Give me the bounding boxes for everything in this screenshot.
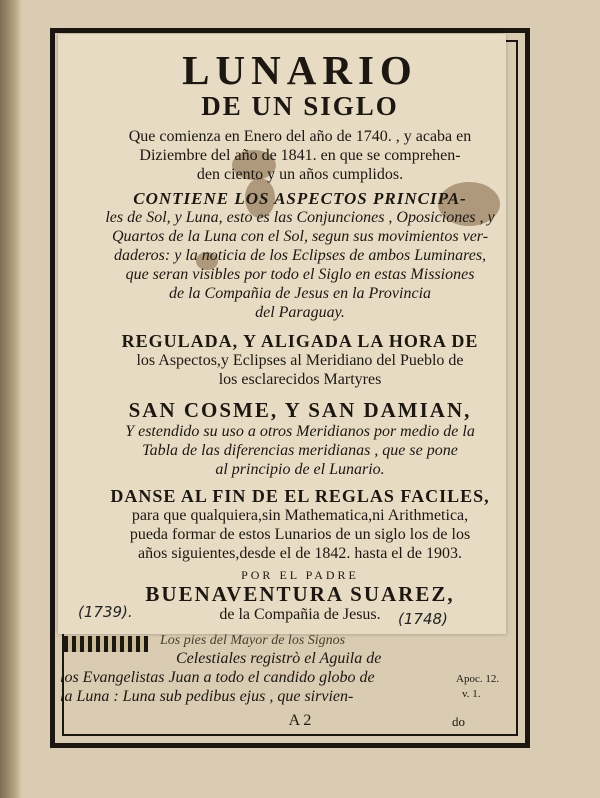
section-heading: CONTIENE LOS ASPECTOS PRINCIPA- (133, 189, 467, 208)
lower-text-line: los Evangelistas Juan a todo el candido globo de (60, 669, 375, 686)
text-line: del Paraguay. (255, 304, 345, 321)
margin-note: Apoc. 12. (456, 673, 500, 685)
text-line: Diziembre del año de 1841. en que se comprehen- (139, 147, 461, 164)
text-line: de la Compañia de Jesus. (219, 606, 381, 623)
por-el-padre: POR EL PADRE (241, 568, 359, 582)
title-lunario: LUNARIO (182, 47, 418, 93)
subtitle-de-un-siglo: DE UN SIGLO (201, 91, 399, 121)
text-line: den ciento y un años cumplidos. (196, 166, 404, 183)
text-line: Que comienza en Enero del año de 1740. , y acaba en (128, 128, 472, 145)
signature-mark: A 2 (288, 712, 312, 729)
handwritten-note: (1748) (398, 610, 448, 628)
lower-text-line: la Luna : Luna sub pedibus ejus , que sirvien- (60, 688, 354, 705)
catchword: do (452, 714, 465, 729)
text-line: Y estendido su uso a otros Meridianos por medio de la (125, 423, 475, 440)
text-line: al principio de el Lunario. (215, 461, 385, 478)
text-line: los esclarecidos Martyres (218, 371, 382, 388)
text-line: años siguientes,desde el de 1842. hasta el de 1903. (138, 545, 462, 562)
margin-note: v. 1. (462, 688, 481, 700)
lower-text-line: Los pies del Mayor de los Signos (160, 633, 346, 648)
text-line: los Aspectos,y Eclipses al Meridiano del Pueblo de (136, 352, 464, 369)
section-heading: REGULADA, Y ALIGADA LA HORA DE (121, 331, 479, 351)
saints-heading: SAN COSME, Y SAN DAMIAN, (128, 398, 472, 422)
text-line: pueda formar de estos Lunarios de un siglo los de los (129, 526, 471, 543)
text-line: Tabla de las diferencias meridianas , que se pone (142, 442, 458, 459)
text-line: Quartos de la Luna con el Sol, segun sus movimientos ver- (111, 228, 489, 245)
lower-text-line: Celestiales registrò el Aguila de (176, 650, 382, 667)
text-line: les de Sol, y Luna, esto es las Conjunciones , Oposiciones , y (105, 209, 495, 226)
author-name: BUENAVENTURA SUAREZ, (145, 582, 455, 606)
text-line: de la Compañia de Jesus en la Provincia (168, 285, 432, 302)
handwritten-note: (1739). (78, 603, 133, 621)
text-line: daderos: y la noticia de los Eclipses de ambos Luminares, (113, 247, 487, 264)
text-line: que seran visibles por todo el Siglo en estas Missiones (125, 266, 475, 283)
text-line: para que qualquiera,sin Mathematica,ni Arithmetica, (131, 507, 469, 524)
section-heading: DANSE AL FIN DE EL REGLAS FACILES, (110, 486, 490, 506)
